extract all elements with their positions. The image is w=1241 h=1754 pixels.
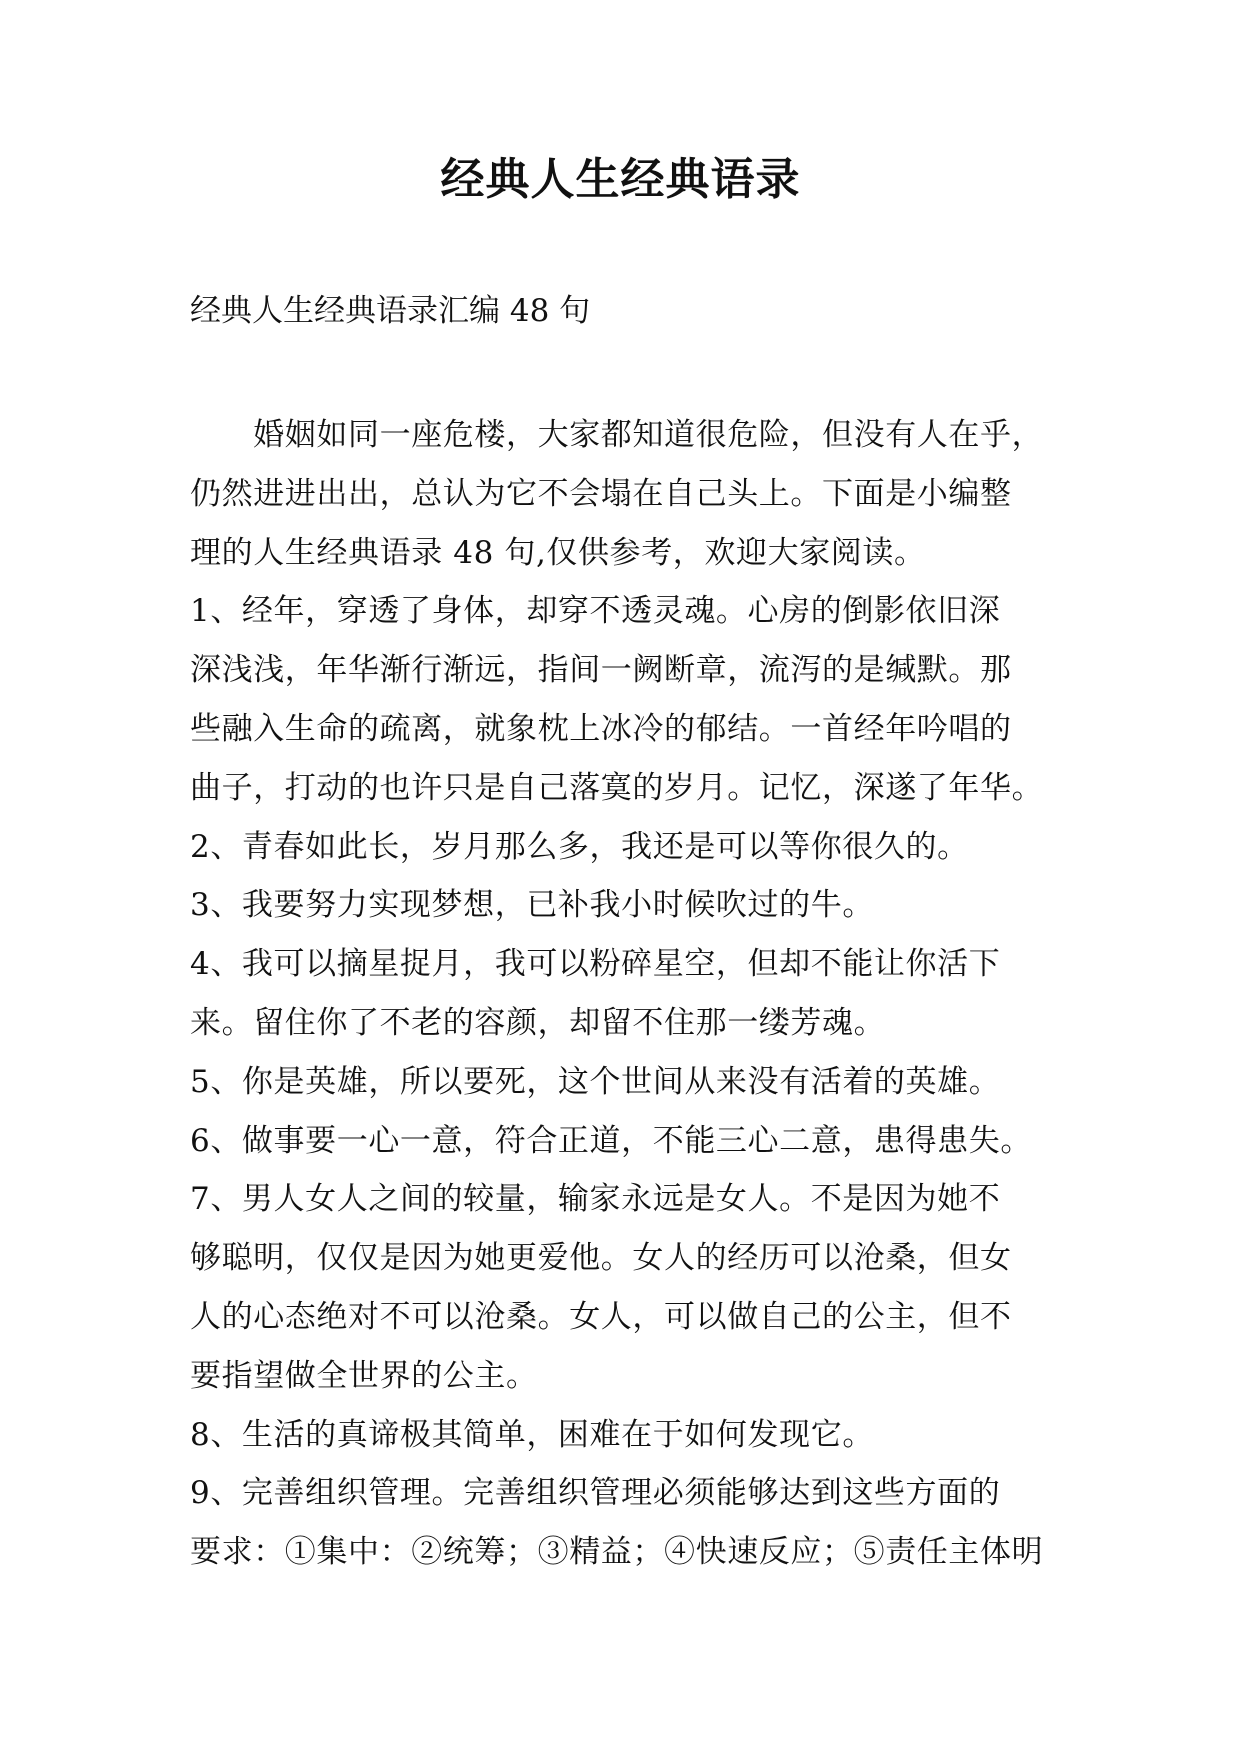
- document-body: [190, 406, 1070, 1582]
- body-line: 3、我要努力实现梦想，已补我小时候吹过的牛。: [190, 887, 874, 924]
- body-line: 8、生活的真谛极其简单，困难在于如何发现它。: [190, 1416, 874, 1453]
- body-line: 4、我可以摘星捉月，我可以粉碎星空，但却不能让你活下: [190, 946, 1001, 983]
- body-line: 些融入生命的疏离，就象枕上冰冷的郁结。一首经年吟唱的: [190, 710, 1012, 747]
- body-line: 理的人生经典语录 48 句,仅供参考，欢迎大家阅读。: [190, 534, 926, 571]
- document-subtitle: 经典人生经典语录汇编 48 句: [190, 293, 591, 329]
- body-line: 5、你是英雄，所以要死，这个世间从来没有活着的英雄。: [190, 1063, 1001, 1100]
- body-line: 婚姻如同一座危楼，大家都知道很危险，但没有人在乎，: [190, 417, 1044, 453]
- body-line: 深浅浅，年华渐行渐远，指间一阙断章，流泻的是缄默。那: [190, 652, 1012, 689]
- body-line: 来。留住你了不老的容颜，却留不住那一缕芳魂。: [190, 1004, 886, 1041]
- body-line: 1、经年，穿透了身体，却穿不透灵魂。心房的倒影依旧深: [190, 593, 1001, 630]
- body-line: 9、完善组织管理。完善组织管理必须能够达到这些方面的: [190, 1475, 1001, 1512]
- body-line: 6、做事要一心一意，符合正道，不能三心二意，患得患失。: [190, 1122, 1032, 1159]
- body-line: 仍然进进出出，总认为它不会塌在自己头上。下面是小编整: [190, 475, 1012, 512]
- body-line: 要指望做全世界的公主。: [190, 1357, 538, 1394]
- document-title: 经典人生经典语录: [440, 154, 801, 205]
- body-line: 够聪明，仅仅是因为她更爱他。女人的经历可以沧桑，但女: [190, 1240, 1012, 1277]
- body-line: 7、男人女人之间的较量，输家永远是女人。不是因为她不: [190, 1181, 1001, 1218]
- body-line: 要求：①集中：②统筹；③精益；④快速反应；⑤责任主体明: [190, 1534, 1044, 1571]
- body-line: 人的心态绝对不可以沧桑。女人，可以做自己的公主，但不: [190, 1298, 1012, 1335]
- body-line: 曲子，打动的也许只是自己落寞的岁月。记忆，深遂了年华。: [190, 769, 1044, 806]
- body-line: 2、青春如此长，岁月那么多，我还是可以等你很久的。: [190, 828, 969, 865]
